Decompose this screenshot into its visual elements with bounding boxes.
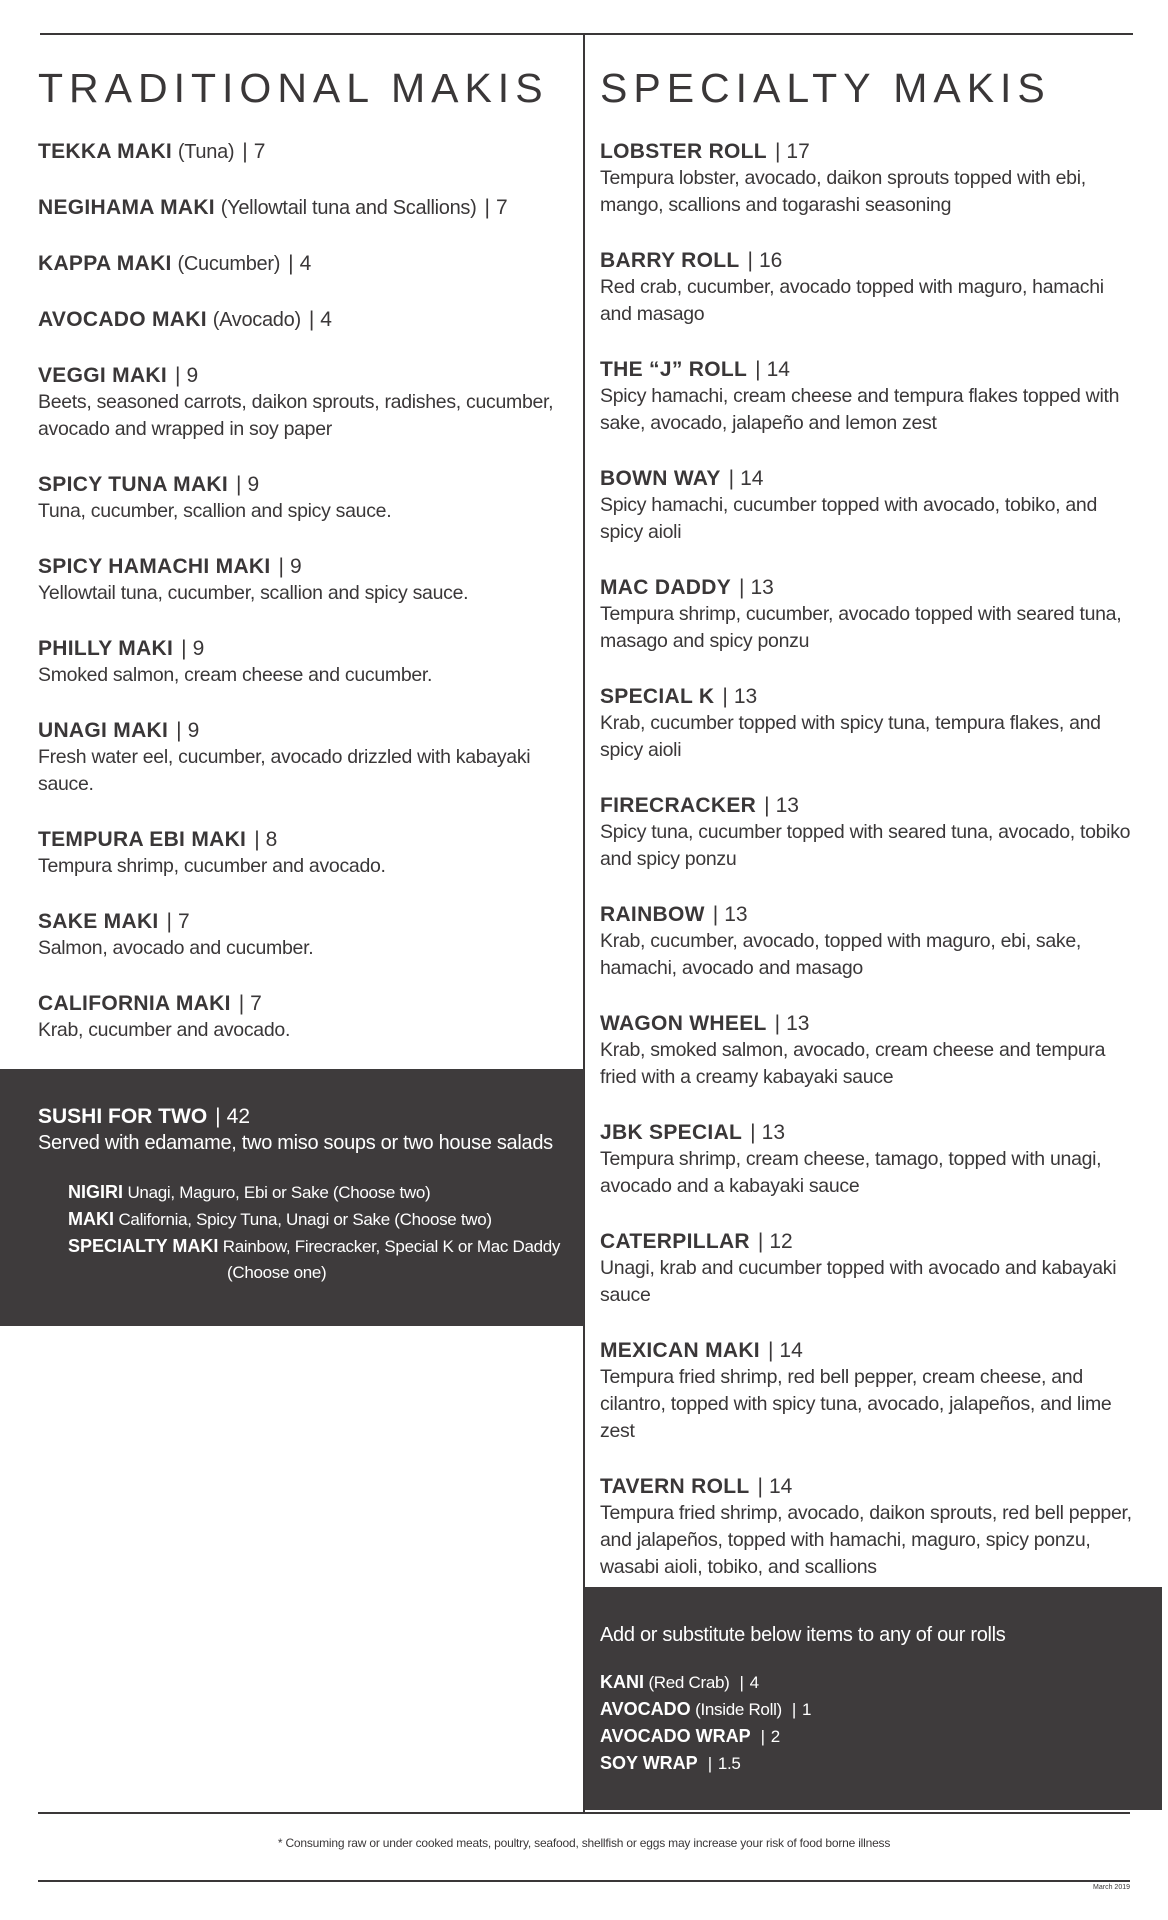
specialty-maki-text: Rainbow, Firecracker, Special K or Mac Daddy [222,1237,561,1256]
menu-item-heading [38,635,573,662]
menu-item [600,792,1140,873]
allergy-footnote: * Consuming raw or under cooked meats, poultry, seafood, shellfish or eggs may increase your risk of food borne illness [277,1836,891,1850]
bottom-rule [38,1880,1130,1882]
menu-item-heading [38,194,573,222]
item-price: 9 [187,719,200,742]
menu-item [38,194,573,222]
specialty-makis-list [600,138,1140,1581]
menu-item-heading [600,138,1140,165]
item-name: SAKE MAKI [38,910,159,933]
specialty-maki-label: SPECIALTY MAKI [68,1236,219,1256]
price-separator: | [750,1121,756,1144]
add-on-name: AVOCADO [600,1699,691,1719]
add-on-item [600,1750,1152,1777]
menu-item [600,465,1140,546]
add-on-name: KANI [600,1672,644,1692]
price-separator: | [739,576,745,599]
menu-item-heading [600,1010,1140,1037]
menu-date: March 2019 [1093,1884,1130,1891]
sushi-for-two-name: SUSHI FOR TWO [38,1105,208,1128]
price-separator: | [288,252,294,275]
traditional-makis-column [38,60,573,1072]
item-price: 14 [740,467,764,490]
item-name: WAGON WHEEL [600,1012,767,1035]
item-description: Krab, smoked salmon, avocado, cream cheese and tempura fried with a creamy kabayaki sauce [600,1039,1106,1088]
item-name: SPICY TUNA MAKI [38,473,229,496]
add-on-item [600,1669,1152,1696]
price-separator: | [722,685,728,708]
item-price: 13 [733,685,758,708]
item-price: 8 [265,828,278,851]
add-on-item [600,1696,1152,1723]
menu-item-heading [600,901,1140,928]
item-name: TEKKA MAKI [38,140,173,163]
top-rule [40,33,1133,35]
menu-item-heading [38,826,573,853]
menu-item [38,138,573,166]
item-name: TAVERN ROLL [600,1475,750,1498]
add-on-price: 4 [749,1673,759,1692]
item-name: THE “J” ROLL [600,358,748,381]
menu-item [38,717,573,798]
item-description: Salmon, avocado and cucumber. [38,937,314,959]
menu-item [38,306,573,334]
menu-item [600,1473,1140,1581]
add-on-note: (Red Crab) [648,1673,730,1692]
traditional-makis-title: TRADITIONAL MAKIS [38,65,549,111]
add-ons-panel [585,1587,1162,1810]
add-on-price: 1.5 [717,1754,741,1773]
menu-item [600,1228,1140,1309]
item-name: VEGGI MAKI [38,364,168,387]
item-price: 7 [495,196,508,219]
menu-item-heading [38,717,573,744]
item-price: 13 [724,903,748,926]
price-separator: | [176,719,182,742]
item-price: 9 [290,555,302,578]
menu-item-heading [600,356,1140,383]
item-price: 7 [250,992,262,1015]
item-description: Yellowtail tuna, cucumber, scallion and spicy sauce. [38,582,469,604]
item-description: Tempura fried shrimp, red bell pepper, cream cheese, and cilantro, topped with spicy tuna, avocado, jalapeños, and lime zest [600,1366,1112,1442]
column-divider [583,33,585,1813]
price-separator: | [728,467,735,490]
item-price: 14 [768,1475,793,1498]
menu-item [38,362,573,443]
item-description: Krab, cucumber, avocado, topped with maguro, ebi, sake, hamachi, avocado and masago [600,930,1082,979]
sushi-for-two-options [68,1179,574,1286]
price-separator: | [739,1673,744,1692]
menu-item-heading [600,683,1140,710]
add-on-name: AVOCADO WRAP [600,1726,751,1746]
item-name: UNAGI MAKI [38,719,169,742]
item-price: 13 [775,794,799,817]
item-name: PHILLY MAKI [38,637,174,660]
menu-item [600,138,1140,219]
menu-item-heading [600,1119,1140,1146]
price-separator: | [774,1012,781,1035]
item-name: FIRECRACKER [600,794,757,817]
menu-item [38,635,573,689]
item-price: 4 [299,252,312,275]
item-name: NEGIHAMA MAKI [38,196,215,219]
sushi-for-two-panel [0,1069,584,1326]
price-separator: | [238,992,245,1015]
menu-item-heading [600,1337,1140,1364]
footer-rule [38,1812,1130,1814]
item-description: Fresh water eel, cucumber, avocado drizzled with kabayaki sauce. [38,746,531,795]
item-name: JBK SPECIAL [600,1121,743,1144]
item-description: Tempura shrimp, cucumber and avocado. [38,855,386,877]
price-separator: | [707,1754,712,1773]
menu-item [600,1010,1140,1091]
menu-item-heading [38,362,573,389]
price-separator: | [242,140,248,163]
item-name: SPICY HAMACHI MAKI [38,555,271,578]
nigiri-option [68,1179,574,1206]
item-description: Red crab, cucumber, avocado topped with maguro, hamachi and masago [600,276,1104,325]
item-name: BOWN WAY [600,467,721,490]
price-separator: | [215,1105,221,1128]
menu-item [600,901,1140,982]
add-on-price: 1 [802,1700,812,1719]
specialty-option [68,1233,574,1260]
menu-item [600,1337,1140,1445]
menu-item-heading [600,1228,1140,1255]
price-separator: | [764,794,770,817]
item-name: TEMPURA EBI MAKI [38,828,247,851]
nigiri-label: NIGIRI [68,1182,124,1202]
item-name: KAPPA MAKI [38,252,172,275]
item-description: Tempura shrimp, cucumber, avocado topped with seared tuna, masago and spicy ponzu [600,603,1122,652]
item-name: RAINBOW [600,903,705,926]
item-price: 14 [766,358,790,381]
menu-item-heading [38,990,573,1017]
item-price: 9 [247,473,260,496]
item-price: 9 [186,364,199,387]
maki-option [68,1206,574,1233]
menu-item-heading [600,247,1140,274]
item-description: Beets, seasoned carrots, daikon sprouts, radishes, cucumber, avocado and wrapped in soy paper [38,391,554,440]
item-note: (Cucumber) [177,253,281,275]
menu-item-heading [38,138,573,166]
menu-item [600,1119,1140,1200]
price-separator: | [254,828,260,851]
item-price: 13 [786,1012,810,1035]
add-ons-list [600,1669,1152,1777]
menu-item-heading [38,908,573,935]
item-description: Spicy hamachi, cream cheese and tempura flakes topped with sake, avocado, jalapeño and lemon zest [600,385,1120,434]
price-separator: | [236,473,242,496]
add-ons-title: Add or substitute below items to any of our rolls [600,1624,1006,1646]
item-price: 13 [761,1121,785,1144]
add-on-note: (Inside Roll) [695,1700,782,1719]
maki-text: California, Spicy Tuna, Unagi or Sake (Choose two) [118,1210,492,1229]
item-price: 7 [178,910,190,933]
price-separator: | [278,555,284,578]
add-on-item [600,1723,1152,1750]
item-description: Spicy hamachi, cucumber topped with avocado, tobiko, and spicy aioli [600,494,1097,543]
item-name: MEXICAN MAKI [600,1339,760,1362]
price-separator: | [757,1230,764,1253]
price-separator: | [760,1727,765,1746]
item-description: Smoked salmon, cream cheese and cucumber. [38,664,433,686]
sushi-for-two-subtitle: Served with edamame, two miso soups or two house salads [38,1132,553,1154]
menu-item [600,574,1140,655]
menu-item-heading [38,306,573,334]
item-note: (Yellowtail tuna and Scallions) [220,197,477,219]
item-description: Krab, cucumber and avocado. [38,1019,291,1041]
price-separator: | [712,903,719,926]
menu-item-heading [600,465,1140,492]
item-name: AVOCADO MAKI [38,308,207,331]
item-price: 4 [320,308,332,331]
specialty-makis-column [600,60,1140,1609]
menu-item [38,990,573,1044]
maki-label: MAKI [68,1209,114,1229]
item-description: Krab, cucumber topped with spicy tuna, tempura flakes, and spicy aioli [600,712,1101,761]
price-separator: | [767,1339,774,1362]
item-price: 16 [758,249,783,272]
menu-item-heading [600,574,1140,601]
item-description: Tempura lobster, avocado, daikon sprouts topped with ebi, mango, scallions and togarashi seasoning [600,167,1086,216]
menu-item [38,471,573,525]
specialty-makis-title: SPECIALTY MAKIS [600,65,1051,111]
item-description: Tempura fried shrimp, avocado, daikon sprouts, red bell pepper, and jalapeños, topped with hamachi, maguro, spicy ponzu, wasabi aioli, tobiko, and scallions [600,1502,1132,1578]
item-description: Unagi, krab and cucumber topped with avocado and kabayaki sauce [600,1257,1117,1306]
add-on-name: SOY WRAP [600,1753,698,1773]
menu-item-heading [38,250,573,278]
menu-item-heading [38,553,573,580]
item-name: LOBSTER ROLL [600,140,767,163]
menu-item-heading [600,792,1140,819]
item-price: 14 [779,1339,803,1362]
nigiri-text: Unagi, Maguro, Ebi or Sake (Choose two) [127,1183,431,1202]
sushi-for-two-price: 42 [226,1105,250,1128]
item-price: 12 [769,1230,793,1253]
item-name: CALIFORNIA MAKI [38,992,231,1015]
sushi-for-two-heading [38,1103,574,1130]
menu-item [600,247,1140,328]
price-separator: | [308,308,315,331]
price-separator: | [175,364,181,387]
item-price: 17 [786,140,810,163]
price-separator: | [755,358,761,381]
price-separator: | [484,196,490,219]
price-separator: | [774,140,781,163]
item-description: Spicy tuna, cucumber topped with seared tuna, avocado, tobiko and spicy ponzu [600,821,1131,870]
price-separator: | [166,910,173,933]
item-description: Tempura shrimp, cream cheese, tamago, topped with unagi, avocado and a kabayaki sauce [600,1148,1102,1197]
menu-item [38,908,573,962]
item-note: (Tuna) [177,141,235,163]
item-name: SPECIAL K [600,685,715,708]
item-name: CATERPILLAR [600,1230,750,1253]
add-on-price: 2 [770,1727,780,1746]
price-separator: | [181,637,187,660]
price-separator: | [791,1700,797,1719]
item-name: MAC DADDY [600,576,732,599]
item-description: Tuna, cucumber, scallion and spicy sauce. [38,500,392,522]
menu-item [38,826,573,880]
menu-item [600,683,1140,764]
specialty-choose-note: (Choose one) [227,1263,327,1282]
menu-item [38,553,573,607]
item-price: 13 [750,576,774,599]
price-separator: | [747,249,753,272]
traditional-makis-list [38,138,573,1044]
menu-item [38,250,573,278]
price-separator: | [757,1475,763,1498]
item-price: 7 [253,140,266,163]
menu-item [600,356,1140,437]
menu-item-heading [38,471,573,498]
item-price: 9 [192,637,205,660]
item-note: (Avocado) [212,309,301,331]
menu-item-heading [600,1473,1140,1500]
item-name: BARRY ROLL [600,249,740,272]
